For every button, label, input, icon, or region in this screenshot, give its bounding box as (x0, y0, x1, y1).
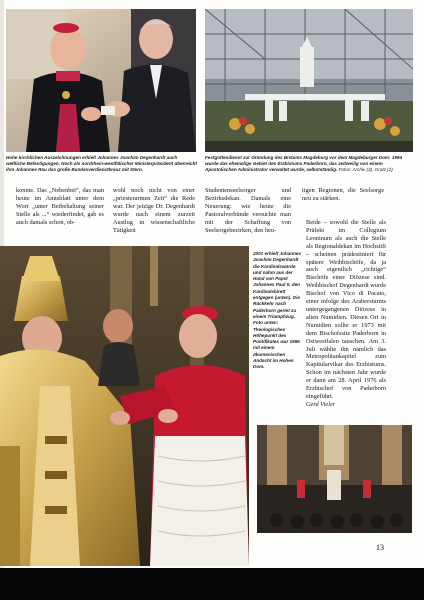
column-4-paragraph: Beide – sowohl die Stelle als Präfekt im Collegium Leoninum als auch die Stelle als Regionaldekan im Hochstift – scheinen prädestiniert für spätere Weihbischöfe, da ja auch eigentlich „richtige“ Bischöfe einer Diözese sind. Weihbischof Degenhardt wurde Bischof von Vico di Pacato, einer infolge des Arabersturms untergegangenen Diözese in alten Numidien. Diesen Ort in Numidien sollte er 1973 mit dem Bischofssitz Paderborn in Ostwestfalen tauschen. Am 3. Juli wählte ihn nämlich das Metropolitankapitel zum Kapitularvikar des Erzbistums. Schon im nächsten Jahr wurde er dann am 28. April 1976 als Erzbischof von Paderborn eingeführt. (306, 219, 386, 400)
pope-cardinal-illustration (0, 246, 249, 566)
award-ceremony-illustration (6, 9, 196, 152)
caption-top-left: Hohe kirchlichen Auszeichnungen erhielt Johannes Joachim Degenhardt auch weltliche Befestigungen. Noch als nordrhein-westfälischer Ministerpräsident überreicht ihm Johannes Rau das große Bundesverdienstkreuz mit Stern. (6, 155, 197, 172)
scan-bottom-border (0, 568, 424, 600)
text-column-4-body (306, 219, 386, 409)
text-column-2: wohl noch nicht von einer „priesterarmen Zeit“ die Rede war. Der jetzige Dr. Degenhardt wurde nach einem zurzeit Austlug in wissenschaftliche Tätigkeit (113, 187, 195, 235)
award-ceremony-photo (6, 9, 196, 152)
cathedral-interior-illustration (257, 425, 412, 533)
text-column-3: Studentenseelsorger und Bezirksdekan. Damals eine Neuerung: wie heute die Pastoralverbünde versuchte man mit der Schaffung von Seelsorgebezirken, den heu- (205, 187, 291, 235)
caption-top-right (205, 155, 415, 173)
photo-credit: Fotos: Archiv (3), Gratz (2) (338, 167, 393, 172)
text-column-4-top: tigen Regionen, die Seelsorge neu zu stärken. (302, 187, 384, 203)
page-number: 13 (376, 543, 384, 552)
cathedral-interior-photo (257, 425, 412, 533)
cathedral-mass-photo (205, 9, 413, 152)
author-signature: Gerd Vieler (306, 400, 336, 408)
outdoor-mass-illustration (205, 9, 413, 152)
pope-cardinal-photo (0, 246, 249, 566)
caption-top-right-text: Festgottesdienst zur Gründung des Bistums Magdeburg vor dem Magdeburger Dom: 1994 wurde das ehemalige Gebiet des Erzbistums Paderborn, das zeitweilig von einem Apostolischen Administrator verwaltet wurde, selbstständig. (205, 155, 403, 172)
text-column-1: konnte. Das „Nebenbei“, das man heute im Amtsblatt unter dem Wort „unter Beibehaltung seiner Stelle als ...“ wiederfindet, gab es auch damals schon, ob- (16, 187, 104, 227)
side-caption: 2001 erhielt Johannes Joachim Degenhardt die Kardinalswürde und nahm aus der Hand von Papst Johannes Paul II. den Kardinalsbirett entgegen (unten). Die Rückkehr nach Paderborn geriet zu einem Triumphzug. Foto unten: Theologisches Höhepunkt des Pontifikates war 1996 mit einem ökumenischen Andacht im Hohen Dom. (253, 251, 302, 370)
